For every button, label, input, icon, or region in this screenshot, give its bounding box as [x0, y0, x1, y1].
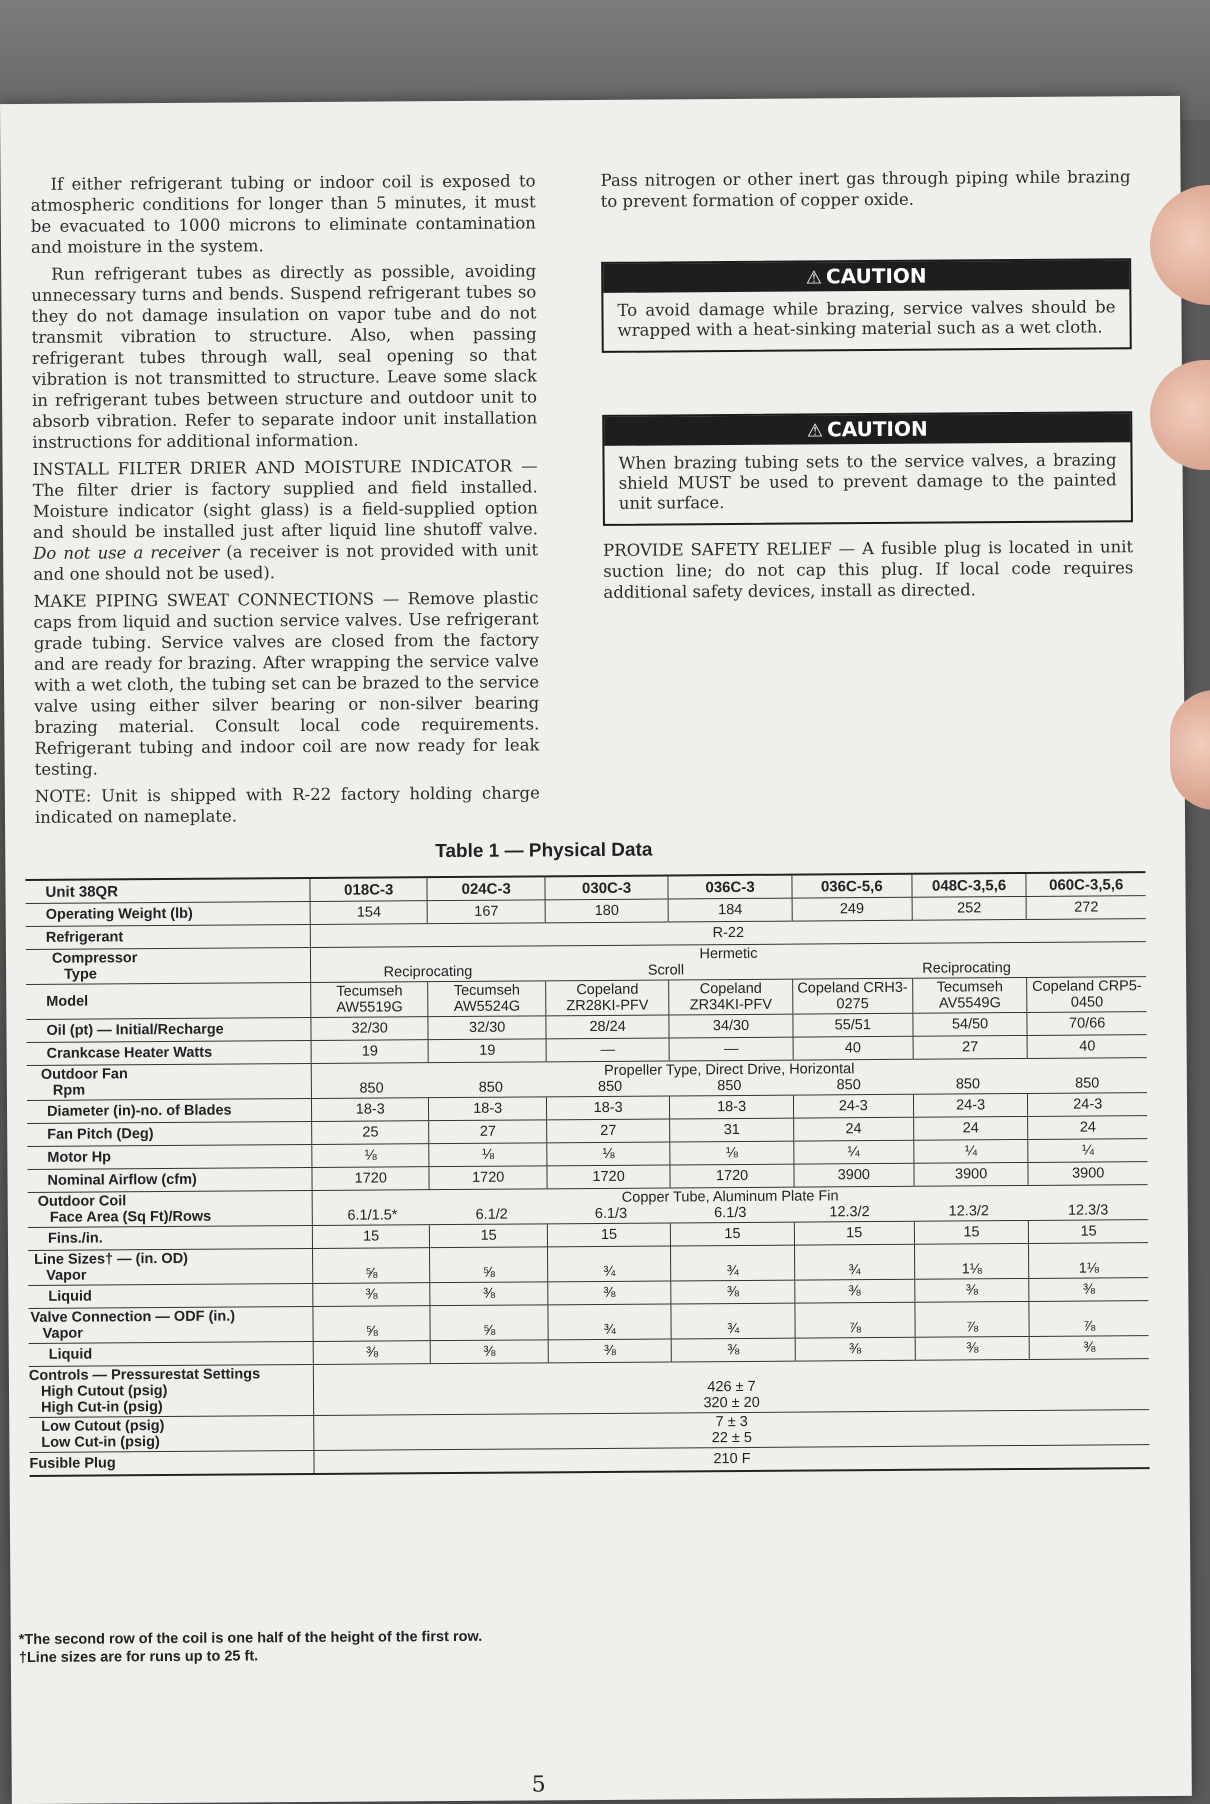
row-label: Fusible Plug: [29, 1450, 314, 1475]
cell: 32/30: [428, 1016, 546, 1040]
cell: 272: [1026, 896, 1145, 920]
model-col: 036C-3: [668, 875, 792, 899]
row-label: [29, 1364, 314, 1417]
cell: 54/50: [913, 1012, 1028, 1036]
cell: ⅜: [671, 1338, 795, 1362]
cell: 18-3: [429, 1097, 547, 1121]
model-col: 060C-3,5,6: [1026, 872, 1145, 896]
low-cutout-label: Low Cutout (psig): [41, 1418, 165, 1435]
cell: [314, 1410, 1150, 1451]
cell: 180: [545, 899, 669, 923]
paragraph-note: NOTE: Unit is shipped with R-22 factory holding charge indicated on nameplate.: [34, 783, 540, 827]
warning-icon: ⚠: [806, 420, 824, 442]
paragraph-safety-relief: PROVIDE SAFETY RELIEF — A fusible plug is located in unit suction line; do not cap this plug. If local code requires additional safety devices, install as directed.: [603, 537, 1134, 602]
cell: 1720: [547, 1165, 671, 1189]
cell: 15: [547, 1223, 671, 1247]
cell: 249: [792, 897, 912, 921]
compressor-label: Compressor: [51, 950, 138, 967]
type-cell: Reciprocating: [922, 960, 1011, 977]
caution-header-1: [603, 260, 1129, 293]
row-label: Oil (pt) — Initial/Recharge: [26, 1017, 311, 1042]
page-number: 5: [531, 1772, 546, 1798]
cell: ⅜: [430, 1282, 548, 1306]
high-cutin-value: 320 ± 20: [703, 1394, 760, 1412]
cell: 167: [428, 900, 546, 924]
cell: 1720: [670, 1164, 794, 1188]
cell: ¾: [671, 1245, 795, 1281]
cell: Copeland ZR28KI-PFV: [546, 980, 670, 1016]
table-footnote-2: †Line sizes are for runs up to 25 ft.: [18, 1648, 259, 1667]
cell: 184: [668, 898, 792, 922]
paragraph-run-tubes: Run refrigerant tubes as directly as possible, avoiding unnecessary turns and bends. Suspend refrigerant tubes so they do not damage insulation on vapor tube and do not transmit vibration to structure. Also, when passing refrigerant tubes through wall, seal opening so that vibration is not transmitted to structure. Leave some slack in refrigerant tubes between structure and outdoor unit to absorb vibration. Refer to separate indoor unit installation instructions for additional information.: [31, 261, 538, 452]
cell: ⅛: [670, 1141, 794, 1165]
cell: 34/30: [669, 1014, 793, 1038]
warning-icon: ⚠: [805, 267, 823, 289]
cell: 210 F: [314, 1445, 1150, 1474]
cell: ⅝: [430, 1305, 548, 1341]
cell: 18-3: [311, 1098, 429, 1122]
cell: 24: [793, 1117, 913, 1141]
paragraph-filter-drier: [32, 455, 538, 585]
coil-description: Copper Tube, Aluminum Plate Fin: [621, 1188, 839, 1206]
cell: 15: [430, 1224, 548, 1248]
cell: ⅜: [915, 1336, 1030, 1360]
cell: 24-3: [793, 1094, 913, 1118]
rpm-cell: 850: [597, 1078, 623, 1095]
cell: 1720: [312, 1167, 430, 1191]
cell: 25: [312, 1121, 430, 1145]
cell: ¼: [1028, 1139, 1147, 1163]
row-label: Fins./in.: [28, 1225, 313, 1250]
caution-box-1: [601, 258, 1132, 353]
rpm-cell: 850: [717, 1077, 742, 1095]
row-label: [29, 1415, 314, 1452]
cell: 15: [914, 1220, 1029, 1244]
cell: 1⅛: [1029, 1243, 1148, 1279]
cell: 3900: [794, 1163, 914, 1187]
caution-title-2: CAUTION: [826, 416, 928, 442]
cell: ⅞: [795, 1302, 915, 1338]
table-title: Table 1 — Physical Data: [435, 839, 653, 863]
cell: ¾: [547, 1246, 671, 1282]
cell: 40: [1027, 1035, 1146, 1059]
physical-data-table: [25, 871, 1149, 1477]
valve-connection-label: Valve Connection — ODF (in.): [30, 1308, 236, 1326]
cell: ¼: [914, 1139, 1029, 1163]
fan-description: Propeller Type, Direct Drive, Horizontal: [604, 1061, 855, 1079]
face-area-cell: 12.3/3: [1067, 1202, 1109, 1219]
cell: ⅞: [915, 1301, 1030, 1337]
cell: ⅛: [312, 1144, 430, 1168]
cell: 18-3: [670, 1095, 794, 1119]
paragraph-nitrogen: Pass nitrogen or other inert gas through piping while brazing to prevent formation of copper oxide.: [600, 167, 1131, 211]
cell: 31: [670, 1118, 794, 1142]
cell: Tecumseh AV5549G: [912, 977, 1027, 1013]
controls-label: Controls — Pressurestat Settings: [28, 1366, 261, 1384]
cell: ⅜: [1029, 1278, 1148, 1302]
model-col: 030C-3: [545, 875, 669, 899]
row-label: Motor Hp: [27, 1144, 312, 1169]
cell: 15: [1029, 1220, 1148, 1244]
type-label: Type: [64, 966, 97, 983]
row-label: [27, 1063, 312, 1100]
filter-drier-emphasis: Do not use a receiver: [33, 542, 220, 563]
rpm-cell: 850: [359, 1080, 384, 1097]
cell: ⅜: [431, 1340, 549, 1364]
cell: 24-3: [913, 1093, 1028, 1117]
high-cutout-value: 426 ± 7: [707, 1378, 756, 1396]
cell: 19: [311, 1040, 429, 1064]
row-label: [28, 1190, 313, 1227]
rpm-cell: 850: [1075, 1075, 1100, 1092]
row-label: Operating Weight (lb): [26, 901, 311, 926]
type-cell: Scroll: [647, 962, 685, 979]
cell: —: [669, 1037, 793, 1061]
row-label: [28, 1248, 313, 1285]
outdoor-coil-label: Outdoor Coil: [37, 1193, 127, 1210]
cell: ⅜: [671, 1280, 795, 1304]
row-label: Liquid: [28, 1283, 313, 1308]
cell: 55/51: [793, 1013, 913, 1037]
cell: [313, 1359, 1149, 1416]
high-cutin-label: High Cut-in (psig): [41, 1399, 163, 1416]
cell: Copeland CRH3-0275: [792, 978, 912, 1014]
cell: ⅜: [915, 1278, 1030, 1302]
cell: [311, 1058, 1147, 1099]
face-area-cell: 12.3/2: [948, 1203, 990, 1220]
right-column: [600, 166, 1133, 609]
cell: 24: [1028, 1116, 1147, 1140]
cell: 28/24: [546, 1015, 670, 1039]
cell: 27: [547, 1119, 671, 1143]
model-col: 048C-3,5,6: [912, 873, 1027, 897]
cell: ⅝: [313, 1306, 431, 1342]
cell: [312, 1185, 1148, 1226]
row-label: [28, 1306, 313, 1343]
cell: 24-3: [1028, 1093, 1147, 1117]
model-col: 024C-3: [427, 876, 545, 900]
filter-drier-text-a: INSTALL FILTER DRIER AND MOISTURE INDICATOR — The filter drier is factory supplied and field installed. Moisture indicator (sight glass) is a field-supplied option and should be installed just after liquid line shutoff valve.: [32, 456, 539, 542]
cell: ⅜: [548, 1339, 672, 1363]
left-column: [31, 170, 541, 834]
cell: 40: [793, 1036, 913, 1060]
cell: ⅛: [547, 1142, 671, 1166]
table-footnote-1: *The second row of the coil is one half of the height of the first row.: [18, 1628, 483, 1649]
cell: 3900: [914, 1162, 1029, 1186]
rpm-cell: 850: [478, 1079, 503, 1096]
outdoor-fan-label: Outdoor Fan: [40, 1066, 128, 1083]
cell: 27: [429, 1120, 547, 1144]
cell: ⅜: [548, 1281, 672, 1305]
caution-body-2: When brazing tubing sets to the service valves, a brazing shield MUST be used to prevent damage to the painted unit surface.: [618, 450, 1117, 513]
row-label: [26, 947, 311, 984]
cell: Copeland CRP5-0450: [1027, 977, 1146, 1013]
cell: 15: [312, 1225, 430, 1249]
low-cutout-value: 7 ± 3: [715, 1413, 748, 1431]
cell: 19: [429, 1039, 547, 1063]
caution-body-1: To avoid damage while brazing, service valves should be wrapped with a heat-sinking material such as a wet cloth.: [617, 297, 1116, 340]
paragraph-evacuation: If either refrigerant tubing or indoor coil is exposed to atmospheric conditions for longer than 5 minutes, it must be evacuated to 1000 microns to eliminate contamination and moisture in the system.: [30, 171, 536, 257]
rpm-label: Rpm: [52, 1082, 86, 1099]
row-label: Liquid: [29, 1341, 314, 1366]
cell: 252: [912, 896, 1027, 920]
row-label: Crankcase Heater Watts: [27, 1040, 312, 1065]
cell: ⅜: [313, 1341, 431, 1365]
filter-drier-text-b: (a receiver is not provided with unit and one should not be used).: [33, 540, 539, 584]
hermetic-label: Hermetic: [699, 945, 758, 963]
cell: Copeland ZR34KI-PFV: [669, 979, 793, 1015]
rpm-cell: 850: [955, 1076, 981, 1093]
row-label: Diameter (in)-no. of Blades: [27, 1098, 312, 1123]
vapor-label: Vapor: [42, 1325, 83, 1342]
cell: 15: [671, 1222, 795, 1246]
row-label: Nominal Airflow (cfm): [27, 1167, 312, 1192]
cell: ⅜: [795, 1337, 915, 1361]
face-area-cell: 6.1/3: [594, 1205, 628, 1222]
caution-header-2: [604, 413, 1130, 446]
cell: 1720: [429, 1166, 547, 1190]
cell: ¾: [671, 1303, 795, 1339]
cell: ⅝: [313, 1248, 431, 1284]
high-cutout-label: High Cutout (psig): [40, 1382, 168, 1400]
cell: 15: [794, 1221, 914, 1245]
cell: 24: [913, 1116, 1028, 1140]
cell: 18-3: [546, 1096, 670, 1120]
cell: 1⅛: [914, 1243, 1029, 1279]
vapor-label: Vapor: [46, 1267, 87, 1284]
row-label: Model: [26, 982, 311, 1019]
caution-box-2: [602, 411, 1133, 526]
cell: —: [546, 1038, 670, 1062]
face-area-cell: 6.1/2: [475, 1206, 508, 1223]
face-area-label: Face Area (Sq Ft)/Rows: [49, 1208, 212, 1226]
cell: ⅝: [430, 1247, 548, 1283]
cell: ⅛: [429, 1143, 547, 1167]
table-row: [29, 1359, 1149, 1418]
face-area-cell: 6.1/1.5*: [347, 1207, 398, 1224]
model-col: 018C-3: [310, 877, 428, 901]
cell: Tecumseh AW5524G: [428, 981, 546, 1017]
cell: ⅜: [795, 1279, 915, 1303]
cell: ¾: [548, 1304, 672, 1340]
cell: 32/30: [311, 1017, 429, 1041]
cell: ¼: [794, 1140, 914, 1164]
document-page: [0, 96, 1192, 1804]
low-cutin-value: 22 ± 5: [711, 1429, 753, 1447]
cell: 154: [310, 901, 428, 925]
cell: 3900: [1028, 1162, 1147, 1186]
caution-title-1: CAUTION: [825, 263, 927, 289]
line-sizes-label: Line Sizes† — (in. OD): [34, 1250, 189, 1268]
cell: 27: [913, 1035, 1028, 1059]
cell: Tecumseh AW5519G: [311, 982, 429, 1018]
cell: ⅞: [1029, 1301, 1148, 1337]
type-cell: Reciprocating: [383, 963, 473, 981]
paragraph-sweat-connections: MAKE PIPING SWEAT CONNECTIONS — Remove plastic caps from liquid and suction service valves. Use refrigerant grade tubing. Service valves are closed from the factory and are ready for brazing. After wrapping the service valve with a wet cloth, the tubing set can be brazed to the service valve using either silver bearing or non-silver bearing brazing material. Consult local code requirements. Refrigerant tubing and indoor coil are now ready for leak testing.: [33, 588, 540, 779]
cell: R-22: [310, 919, 1146, 948]
cell: ⅜: [313, 1283, 431, 1307]
row-label: Refrigerant: [26, 924, 311, 949]
row-label: Fan Pitch (Deg): [27, 1121, 312, 1146]
cell: 70/66: [1027, 1012, 1146, 1036]
cell: [310, 942, 1146, 983]
model-col: 036C-5,6: [792, 874, 912, 898]
cell: ¾: [794, 1244, 914, 1280]
unit-label: Unit 38QR: [25, 878, 310, 903]
rpm-cell: 850: [836, 1077, 861, 1094]
cell: ⅜: [1030, 1336, 1149, 1360]
face-area-cell: 6.1/3: [714, 1204, 747, 1222]
low-cutin-label: Low Cut-in (psig): [41, 1434, 160, 1451]
face-area-cell: 12.3/2: [829, 1204, 870, 1221]
